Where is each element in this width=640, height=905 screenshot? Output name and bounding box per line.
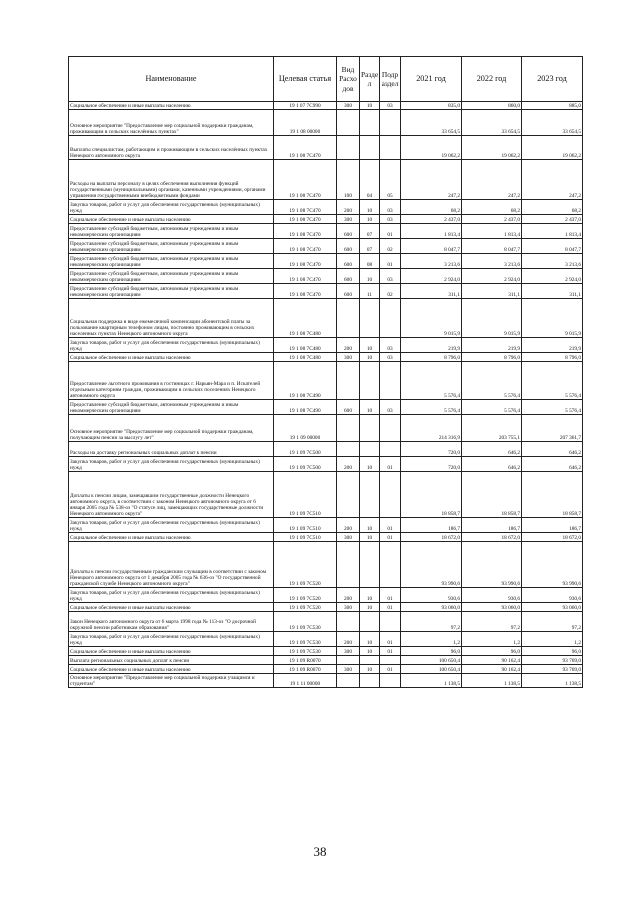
row-name: Социальное обеспечение и иные выплаты населению bbox=[69, 647, 274, 656]
row-expense-type: 300 bbox=[337, 102, 360, 110]
row-value-2023: 93 769,0 bbox=[522, 656, 583, 665]
row-value-2023: 1,2 bbox=[522, 632, 583, 647]
row-section bbox=[360, 442, 380, 457]
row-name: Социальное обеспечение и иные выплаты населению bbox=[69, 215, 274, 224]
header-subsection: Подр аздел bbox=[380, 57, 401, 102]
row-section: 10 bbox=[360, 353, 380, 362]
row-section: 04 bbox=[360, 160, 380, 200]
row-value-2021: 247,2 bbox=[401, 160, 462, 200]
row-expense-type bbox=[337, 299, 360, 338]
table-row bbox=[69, 200, 583, 215]
row-value-2021: 97,2 bbox=[401, 612, 462, 632]
table-row bbox=[69, 224, 583, 239]
row-value-2022: 18 672,0 bbox=[462, 533, 522, 542]
table-row bbox=[69, 299, 583, 338]
row-value-2021: 93 990,6 bbox=[401, 542, 462, 588]
table-row bbox=[69, 353, 583, 362]
row-value-2021: 5 576,4 bbox=[401, 362, 462, 400]
table-row bbox=[69, 472, 583, 518]
row-subsection bbox=[380, 136, 401, 160]
row-target-article: 19 1 08 7С470 bbox=[274, 269, 337, 284]
row-value-2023: 646,2 bbox=[522, 457, 583, 472]
row-expense-type: 300 bbox=[337, 353, 360, 362]
row-value-2022: 2 924,0 bbox=[462, 269, 522, 284]
row-expense-type: 600 bbox=[337, 239, 360, 254]
row-subsection: 03 bbox=[380, 353, 401, 362]
row-expense-type bbox=[337, 415, 360, 442]
row-value-2023: 8 796,0 bbox=[522, 353, 583, 362]
row-expense-type: 600 bbox=[337, 400, 360, 415]
row-target-article: 19 1 09 7С500 bbox=[274, 442, 337, 457]
row-section bbox=[360, 656, 380, 665]
table-row bbox=[69, 533, 583, 542]
row-expense-type: 200 bbox=[337, 518, 360, 533]
row-expense-type: 200 bbox=[337, 200, 360, 215]
row-target-article: 19 1 09 7С530 bbox=[274, 647, 337, 656]
row-name: Социальное обеспечение и иные выплаты населению bbox=[69, 603, 274, 612]
row-section: 10 bbox=[360, 338, 380, 353]
row-expense-type: 600 bbox=[337, 254, 360, 269]
row-value-2022: 646,2 bbox=[462, 442, 522, 457]
row-value-2023: 930,6 bbox=[522, 588, 583, 603]
row-value-2021: 96,0 bbox=[401, 647, 462, 656]
row-target-article: 19 1 09 7С530 bbox=[274, 612, 337, 632]
row-value-2023: 18 672,0 bbox=[522, 533, 583, 542]
row-value-2021: 1,2 bbox=[401, 632, 462, 647]
row-section bbox=[360, 136, 380, 160]
row-value-2022: 93 990,6 bbox=[462, 542, 522, 588]
row-name: Закупка товаров, работ и услуг для обеспечения государственных (муниципальных) нужд bbox=[69, 200, 274, 215]
row-value-2021: 2 924,0 bbox=[401, 269, 462, 284]
row-section bbox=[360, 415, 380, 442]
row-value-2021: 18 672,0 bbox=[401, 533, 462, 542]
row-subsection: 01 bbox=[380, 533, 401, 542]
header-year-2022: 2022 год bbox=[462, 57, 522, 102]
row-expense-type bbox=[337, 442, 360, 457]
row-subsection: 02 bbox=[380, 239, 401, 254]
row-target-article: 19 1 08 7С470 bbox=[274, 254, 337, 269]
row-section bbox=[360, 612, 380, 632]
row-value-2021: 930,6 bbox=[401, 588, 462, 603]
row-section bbox=[360, 472, 380, 518]
row-section bbox=[360, 674, 380, 688]
row-target-article: 19 1 09 7С510 bbox=[274, 518, 337, 533]
row-section: 10 bbox=[360, 588, 380, 603]
row-name: Социальная поддержка в виде ежемесячной компенсации абонентской платы за пользование квартирным телефоном лицам, постоянно проживающим в сельских населенных пунктах Ненецкого автономного округа bbox=[69, 299, 274, 338]
row-value-2022: 5 576,4 bbox=[462, 400, 522, 415]
row-value-2023: 5 576,4 bbox=[522, 362, 583, 400]
row-value-2022: 33 654,5 bbox=[462, 110, 522, 136]
row-target-article: 19 1 09 00000 bbox=[274, 415, 337, 442]
table-row bbox=[69, 442, 583, 457]
row-value-2021: 9 015,9 bbox=[401, 299, 462, 338]
row-value-2022: 219,9 bbox=[462, 338, 522, 353]
row-subsection: 01 bbox=[380, 518, 401, 533]
table-row bbox=[69, 269, 583, 284]
row-subsection bbox=[380, 542, 401, 588]
row-expense-type bbox=[337, 472, 360, 518]
row-section bbox=[360, 362, 380, 400]
row-value-2022: 9 015,9 bbox=[462, 299, 522, 338]
row-value-2023: 9 015,9 bbox=[522, 299, 583, 338]
row-value-2021: 1 813,4 bbox=[401, 224, 462, 239]
row-target-article: 19 1 11 00000 bbox=[274, 674, 337, 688]
row-value-2022: 203 755,1 bbox=[462, 415, 522, 442]
row-value-2023: 646,2 bbox=[522, 442, 583, 457]
row-value-2022: 1 813,4 bbox=[462, 224, 522, 239]
row-name: Предоставление субсидий бюджетным, автономным учреждениям и иным некоммерческим организациям bbox=[69, 224, 274, 239]
row-section bbox=[360, 299, 380, 338]
row-subsection: 01 bbox=[380, 603, 401, 612]
row-value-2023: 207 361,7 bbox=[522, 415, 583, 442]
row-subsection bbox=[380, 299, 401, 338]
row-subsection bbox=[380, 442, 401, 457]
table-row bbox=[69, 102, 583, 110]
row-target-article: 19 1 09 7С510 bbox=[274, 472, 337, 518]
row-subsection: 01 bbox=[380, 457, 401, 472]
row-value-2022: 8 047,7 bbox=[462, 239, 522, 254]
row-subsection: 01 bbox=[380, 647, 401, 656]
table-row bbox=[69, 110, 583, 136]
row-section: 10 bbox=[360, 200, 380, 215]
table-row bbox=[69, 665, 583, 674]
row-name: Закупка товаров, работ и услуг для обеспечения государственных (муниципальных) нужд bbox=[69, 588, 274, 603]
row-value-2022: 3 213,6 bbox=[462, 254, 522, 269]
row-subsection: 02 bbox=[380, 284, 401, 299]
row-expense-type: 200 bbox=[337, 632, 360, 647]
row-expense-type: 300 bbox=[337, 533, 360, 542]
row-value-2023: 885,0 bbox=[522, 102, 583, 110]
row-value-2021: 2 437,0 bbox=[401, 215, 462, 224]
row-subsection: 01 bbox=[380, 588, 401, 603]
row-section: 10 bbox=[360, 632, 380, 647]
row-value-2022: 19 062,2 bbox=[462, 136, 522, 160]
row-value-2022: 646,2 bbox=[462, 457, 522, 472]
row-subsection bbox=[380, 110, 401, 136]
row-name: Основное мероприятие "Предоставление мер социальной поддержки учащимся и студентам" bbox=[69, 674, 274, 688]
budget-table bbox=[68, 56, 583, 688]
row-section bbox=[360, 110, 380, 136]
table-row bbox=[69, 215, 583, 224]
row-name: Основное мероприятие "Предоставление мер социальной поддержки гражданам, получающим пенсии за выслугу лет" bbox=[69, 415, 274, 442]
row-target-article: 19 1 08 7С480 bbox=[274, 338, 337, 353]
table-row bbox=[69, 647, 583, 656]
row-expense-type bbox=[337, 674, 360, 688]
row-subsection: 01 bbox=[380, 665, 401, 674]
row-target-article: 19 1 08 7С470 bbox=[274, 136, 337, 160]
row-value-2021: 3 213,6 bbox=[401, 254, 462, 269]
row-subsection: 03 bbox=[380, 400, 401, 415]
row-name: Закупка товаров, работ и услуг для обеспечения государственных (муниципальных) нужд bbox=[69, 518, 274, 533]
row-target-article: 19 1 08 7С480 bbox=[274, 353, 337, 362]
row-value-2023: 33 654,5 bbox=[522, 110, 583, 136]
table-row bbox=[69, 612, 583, 632]
row-name: Доплаты к пенсии государственным гражданским служащим в соответствии с законом Ненецкого автономного округа от 1 декабря 2005 года № 636-оз "О государственной гражданской службе Ненецкого автономного округа" bbox=[69, 542, 274, 588]
row-expense-type bbox=[337, 136, 360, 160]
table-row bbox=[69, 338, 583, 353]
row-value-2023: 96,0 bbox=[522, 647, 583, 656]
row-value-2021: 5 576,4 bbox=[401, 400, 462, 415]
row-value-2021: 214 316,9 bbox=[401, 415, 462, 442]
row-value-2022: 311,1 bbox=[462, 284, 522, 299]
row-value-2023: 311,1 bbox=[522, 284, 583, 299]
row-value-2022: 930,6 bbox=[462, 588, 522, 603]
header-expense-type: Вид Расхо дов bbox=[337, 57, 360, 102]
table-body bbox=[69, 102, 583, 688]
row-section: 07 bbox=[360, 239, 380, 254]
row-subsection: 03 bbox=[380, 338, 401, 353]
row-value-2023: 93 060,0 bbox=[522, 603, 583, 612]
row-value-2022: 5 576,4 bbox=[462, 362, 522, 400]
table-row bbox=[69, 239, 583, 254]
row-name: Выплата региональных социальных доплат к пенсии bbox=[69, 656, 274, 665]
row-expense-type bbox=[337, 110, 360, 136]
row-value-2021: 100 650,4 bbox=[401, 665, 462, 674]
row-value-2022: 97,2 bbox=[462, 612, 522, 632]
row-expense-type bbox=[337, 362, 360, 400]
header-section: Разде л bbox=[360, 57, 380, 102]
row-target-article: 19 1 09 R0070 bbox=[274, 656, 337, 665]
row-value-2022: 96,0 bbox=[462, 647, 522, 656]
row-name: Закон Ненецкого автономного округа от 6 марта 1998 года № 113-оз "О досрочной окружной пенсии работникам образования" bbox=[69, 612, 274, 632]
table-header-row bbox=[69, 57, 583, 102]
row-section: 11 bbox=[360, 284, 380, 299]
row-value-2021: 33 654,5 bbox=[401, 110, 462, 136]
row-value-2021: 720,0 bbox=[401, 457, 462, 472]
row-target-article: 19 1 09 7С530 bbox=[274, 632, 337, 647]
row-value-2021: 68,2 bbox=[401, 200, 462, 215]
table-row bbox=[69, 362, 583, 400]
row-value-2021: 311,1 bbox=[401, 284, 462, 299]
row-section: 10 bbox=[360, 665, 380, 674]
row-target-article: 19 1 09 R0070 bbox=[274, 665, 337, 674]
row-name: Социальное обеспечение и иные выплаты населению bbox=[69, 665, 274, 674]
row-section: 10 bbox=[360, 518, 380, 533]
row-expense-type: 600 bbox=[337, 224, 360, 239]
row-value-2021: 835,0 bbox=[401, 102, 462, 110]
table-row bbox=[69, 674, 583, 688]
row-subsection: 03 bbox=[380, 200, 401, 215]
row-subsection: 01 bbox=[380, 254, 401, 269]
row-section: 10 bbox=[360, 102, 380, 110]
row-value-2023: 5 576,4 bbox=[522, 400, 583, 415]
row-subsection bbox=[380, 674, 401, 688]
row-value-2023: 93 769,0 bbox=[522, 665, 583, 674]
row-subsection bbox=[380, 656, 401, 665]
row-section: 07 bbox=[360, 224, 380, 239]
row-subsection bbox=[380, 362, 401, 400]
header-target-article: Целевая статья bbox=[274, 57, 337, 102]
row-name: Закупка товаров, работ и услуг для обеспечения государственных (муниципальных) нужд bbox=[69, 338, 274, 353]
row-section: 10 bbox=[360, 603, 380, 612]
row-name: Предоставление субсидий бюджетным, автономным учреждениям и иным некоммерческим организациям bbox=[69, 254, 274, 269]
row-section: 08 bbox=[360, 254, 380, 269]
row-expense-type: 300 bbox=[337, 603, 360, 612]
row-subsection: 03 bbox=[380, 215, 401, 224]
row-target-article: 19 1 08 7С470 bbox=[274, 239, 337, 254]
row-target-article: 19 1 08 7С490 bbox=[274, 400, 337, 415]
header-year-2021: 2021 год bbox=[401, 57, 462, 102]
row-target-article: 19 1 08 7С480 bbox=[274, 299, 337, 338]
row-name: Доплаты к пенсии лицам, замещавшим государственные должности Ненецкого автономного округа, в соответствии с законом Ненецкого автономного округа от 6 января 2005 года № 538-оз "О статусе лиц, замещающих государственные должности Ненецкого автономного округа" bbox=[69, 472, 274, 518]
row-subsection bbox=[380, 612, 401, 632]
row-value-2023: 186,7 bbox=[522, 518, 583, 533]
row-section: 10 bbox=[360, 647, 380, 656]
row-value-2022: 2 437,0 bbox=[462, 215, 522, 224]
row-subsection: 05 bbox=[380, 160, 401, 200]
row-value-2023: 19 062,2 bbox=[522, 136, 583, 160]
row-section: 10 bbox=[360, 400, 380, 415]
row-value-2021: 19 062,2 bbox=[401, 136, 462, 160]
table-row bbox=[69, 603, 583, 612]
header-year-2023: 2023 год bbox=[522, 57, 583, 102]
row-name: Предоставление субсидий бюджетным, автономным учреждениям и иным некоммерческим организациям bbox=[69, 284, 274, 299]
row-subsection: 01 bbox=[380, 224, 401, 239]
table-row bbox=[69, 415, 583, 442]
row-expense-type: 300 bbox=[337, 647, 360, 656]
row-expense-type: 100 bbox=[337, 160, 360, 200]
row-value-2021: 1 138,5 bbox=[401, 674, 462, 688]
table-row bbox=[69, 518, 583, 533]
row-expense-type: 300 bbox=[337, 215, 360, 224]
row-name: Выплаты специалистам, работающим и проживающим в сельских населённых пунктах Ненецкого автономного округа bbox=[69, 136, 274, 160]
row-name: Предоставление субсидий бюджетным, автономным учреждениям и иным некоммерческим организациям bbox=[69, 269, 274, 284]
row-value-2023: 93 990,6 bbox=[522, 542, 583, 588]
row-expense-type: 200 bbox=[337, 588, 360, 603]
row-value-2021: 219,9 bbox=[401, 338, 462, 353]
row-target-article: 19 1 08 7С490 bbox=[274, 362, 337, 400]
header-name: Наименование bbox=[69, 57, 274, 102]
row-target-article: 19 1 08 7С470 bbox=[274, 160, 337, 200]
table-row bbox=[69, 632, 583, 647]
row-target-article: 19 1 09 7С520 bbox=[274, 542, 337, 588]
row-value-2023: 97,2 bbox=[522, 612, 583, 632]
row-value-2022: 90 162,4 bbox=[462, 656, 522, 665]
row-value-2022: 90 162,4 bbox=[462, 665, 522, 674]
table-row bbox=[69, 160, 583, 200]
row-target-article: 19 1 08 7С470 bbox=[274, 215, 337, 224]
table-row bbox=[69, 284, 583, 299]
row-value-2022: 93 060,0 bbox=[462, 603, 522, 612]
row-value-2023: 247,2 bbox=[522, 160, 583, 200]
row-expense-type: 600 bbox=[337, 284, 360, 299]
row-expense-type bbox=[337, 612, 360, 632]
row-value-2023: 8 047,7 bbox=[522, 239, 583, 254]
row-value-2023: 18 858,7 bbox=[522, 472, 583, 518]
row-subsection: 03 bbox=[380, 102, 401, 110]
row-value-2021: 186,7 bbox=[401, 518, 462, 533]
row-target-article: 19 1 08 7С470 bbox=[274, 284, 337, 299]
row-expense-type: 200 bbox=[337, 338, 360, 353]
row-value-2021: 100 650,4 bbox=[401, 656, 462, 665]
row-section: 10 bbox=[360, 215, 380, 224]
row-value-2022: 8 796,0 bbox=[462, 353, 522, 362]
row-name: Предоставление субсидий бюджетным, автономным учреждениям и иным некоммерческим организациям bbox=[69, 239, 274, 254]
row-value-2022: 1 138,5 bbox=[462, 674, 522, 688]
table-row bbox=[69, 542, 583, 588]
row-value-2023: 2 924,0 bbox=[522, 269, 583, 284]
row-target-article: 19 1 08 00000 bbox=[274, 110, 337, 136]
row-section bbox=[360, 542, 380, 588]
row-value-2023: 2 437,0 bbox=[522, 215, 583, 224]
row-value-2022: 860,0 bbox=[462, 102, 522, 110]
row-value-2021: 8 796,0 bbox=[401, 353, 462, 362]
row-target-article: 19 1 08 7С470 bbox=[274, 200, 337, 215]
table-row bbox=[69, 656, 583, 665]
row-target-article: 19 1 09 7С520 bbox=[274, 588, 337, 603]
page-number: 38 bbox=[313, 844, 327, 859]
row-value-2021: 18 858,7 bbox=[401, 472, 462, 518]
row-subsection bbox=[380, 415, 401, 442]
row-value-2022: 1,2 bbox=[462, 632, 522, 647]
row-target-article: 19 1 09 7С510 bbox=[274, 533, 337, 542]
row-section: 10 bbox=[360, 457, 380, 472]
row-name: Расходы на выплаты персоналу в целях обеспечения выполнения функций государственными (муниципальными) органами, казенными учреждениями, органами управления государственными внебюджетными фондами bbox=[69, 160, 274, 200]
table-row bbox=[69, 254, 583, 269]
row-name: Социальное обеспечение и иные выплаты населению bbox=[69, 353, 274, 362]
row-value-2022: 186,7 bbox=[462, 518, 522, 533]
table-row bbox=[69, 457, 583, 472]
row-name: Расходы на доставку региональных социальных доплат к пенсии bbox=[69, 442, 274, 457]
row-value-2022: 68,2 bbox=[462, 200, 522, 215]
row-subsection: 01 bbox=[380, 632, 401, 647]
row-value-2023: 3 213,6 bbox=[522, 254, 583, 269]
table-row bbox=[69, 400, 583, 415]
row-value-2023: 1 813,4 bbox=[522, 224, 583, 239]
row-target-article: 19 1 09 7С500 bbox=[274, 457, 337, 472]
row-section: 10 bbox=[360, 269, 380, 284]
row-expense-type: 300 bbox=[337, 665, 360, 674]
row-expense-type bbox=[337, 542, 360, 588]
row-value-2021: 93 060,0 bbox=[401, 603, 462, 612]
row-subsection: 03 bbox=[380, 269, 401, 284]
row-value-2021: 8 047,7 bbox=[401, 239, 462, 254]
row-name: Закупка товаров, работ и услуг для обеспечения государственных (муниципальных) нужд bbox=[69, 632, 274, 647]
row-value-2021: 720,0 bbox=[401, 442, 462, 457]
row-name: Закупка товаров, работ и услуг для обеспечения государственных (муниципальных) нужд bbox=[69, 457, 274, 472]
row-value-2023: 68,2 bbox=[522, 200, 583, 215]
row-expense-type: 200 bbox=[337, 457, 360, 472]
row-value-2022: 247,2 bbox=[462, 160, 522, 200]
row-name: Социальное обеспечение и иные выплаты населению bbox=[69, 102, 274, 110]
row-name: Предоставление льготного проживания в гостиницах г. Нарьян-Мара и п. Искателей отдельным категориям граждан, проживающим в сельских поселениях Ненецкого автономного округа bbox=[69, 362, 274, 400]
row-name: Основное мероприятие "Предоставление мер социальной поддержки гражданам, проживающим в сельских населённых пунктах" bbox=[69, 110, 274, 136]
row-target-article: 19 1 09 7С520 bbox=[274, 603, 337, 612]
row-name: Предоставление субсидий бюджетным, автономным учреждениям и иным некоммерческим организациям bbox=[69, 400, 274, 415]
row-expense-type: 600 bbox=[337, 269, 360, 284]
row-value-2023: 219,9 bbox=[522, 338, 583, 353]
row-expense-type bbox=[337, 656, 360, 665]
row-value-2023: 1 138,5 bbox=[522, 674, 583, 688]
row-name: Социальное обеспечение и иные выплаты населению bbox=[69, 533, 274, 542]
table-row bbox=[69, 136, 583, 160]
row-target-article: 19 1 08 7С470 bbox=[274, 224, 337, 239]
row-target-article: 19 1 07 7С990 bbox=[274, 102, 337, 110]
row-subsection bbox=[380, 472, 401, 518]
row-value-2022: 18 858,7 bbox=[462, 472, 522, 518]
row-section: 10 bbox=[360, 533, 380, 542]
table-row bbox=[69, 588, 583, 603]
